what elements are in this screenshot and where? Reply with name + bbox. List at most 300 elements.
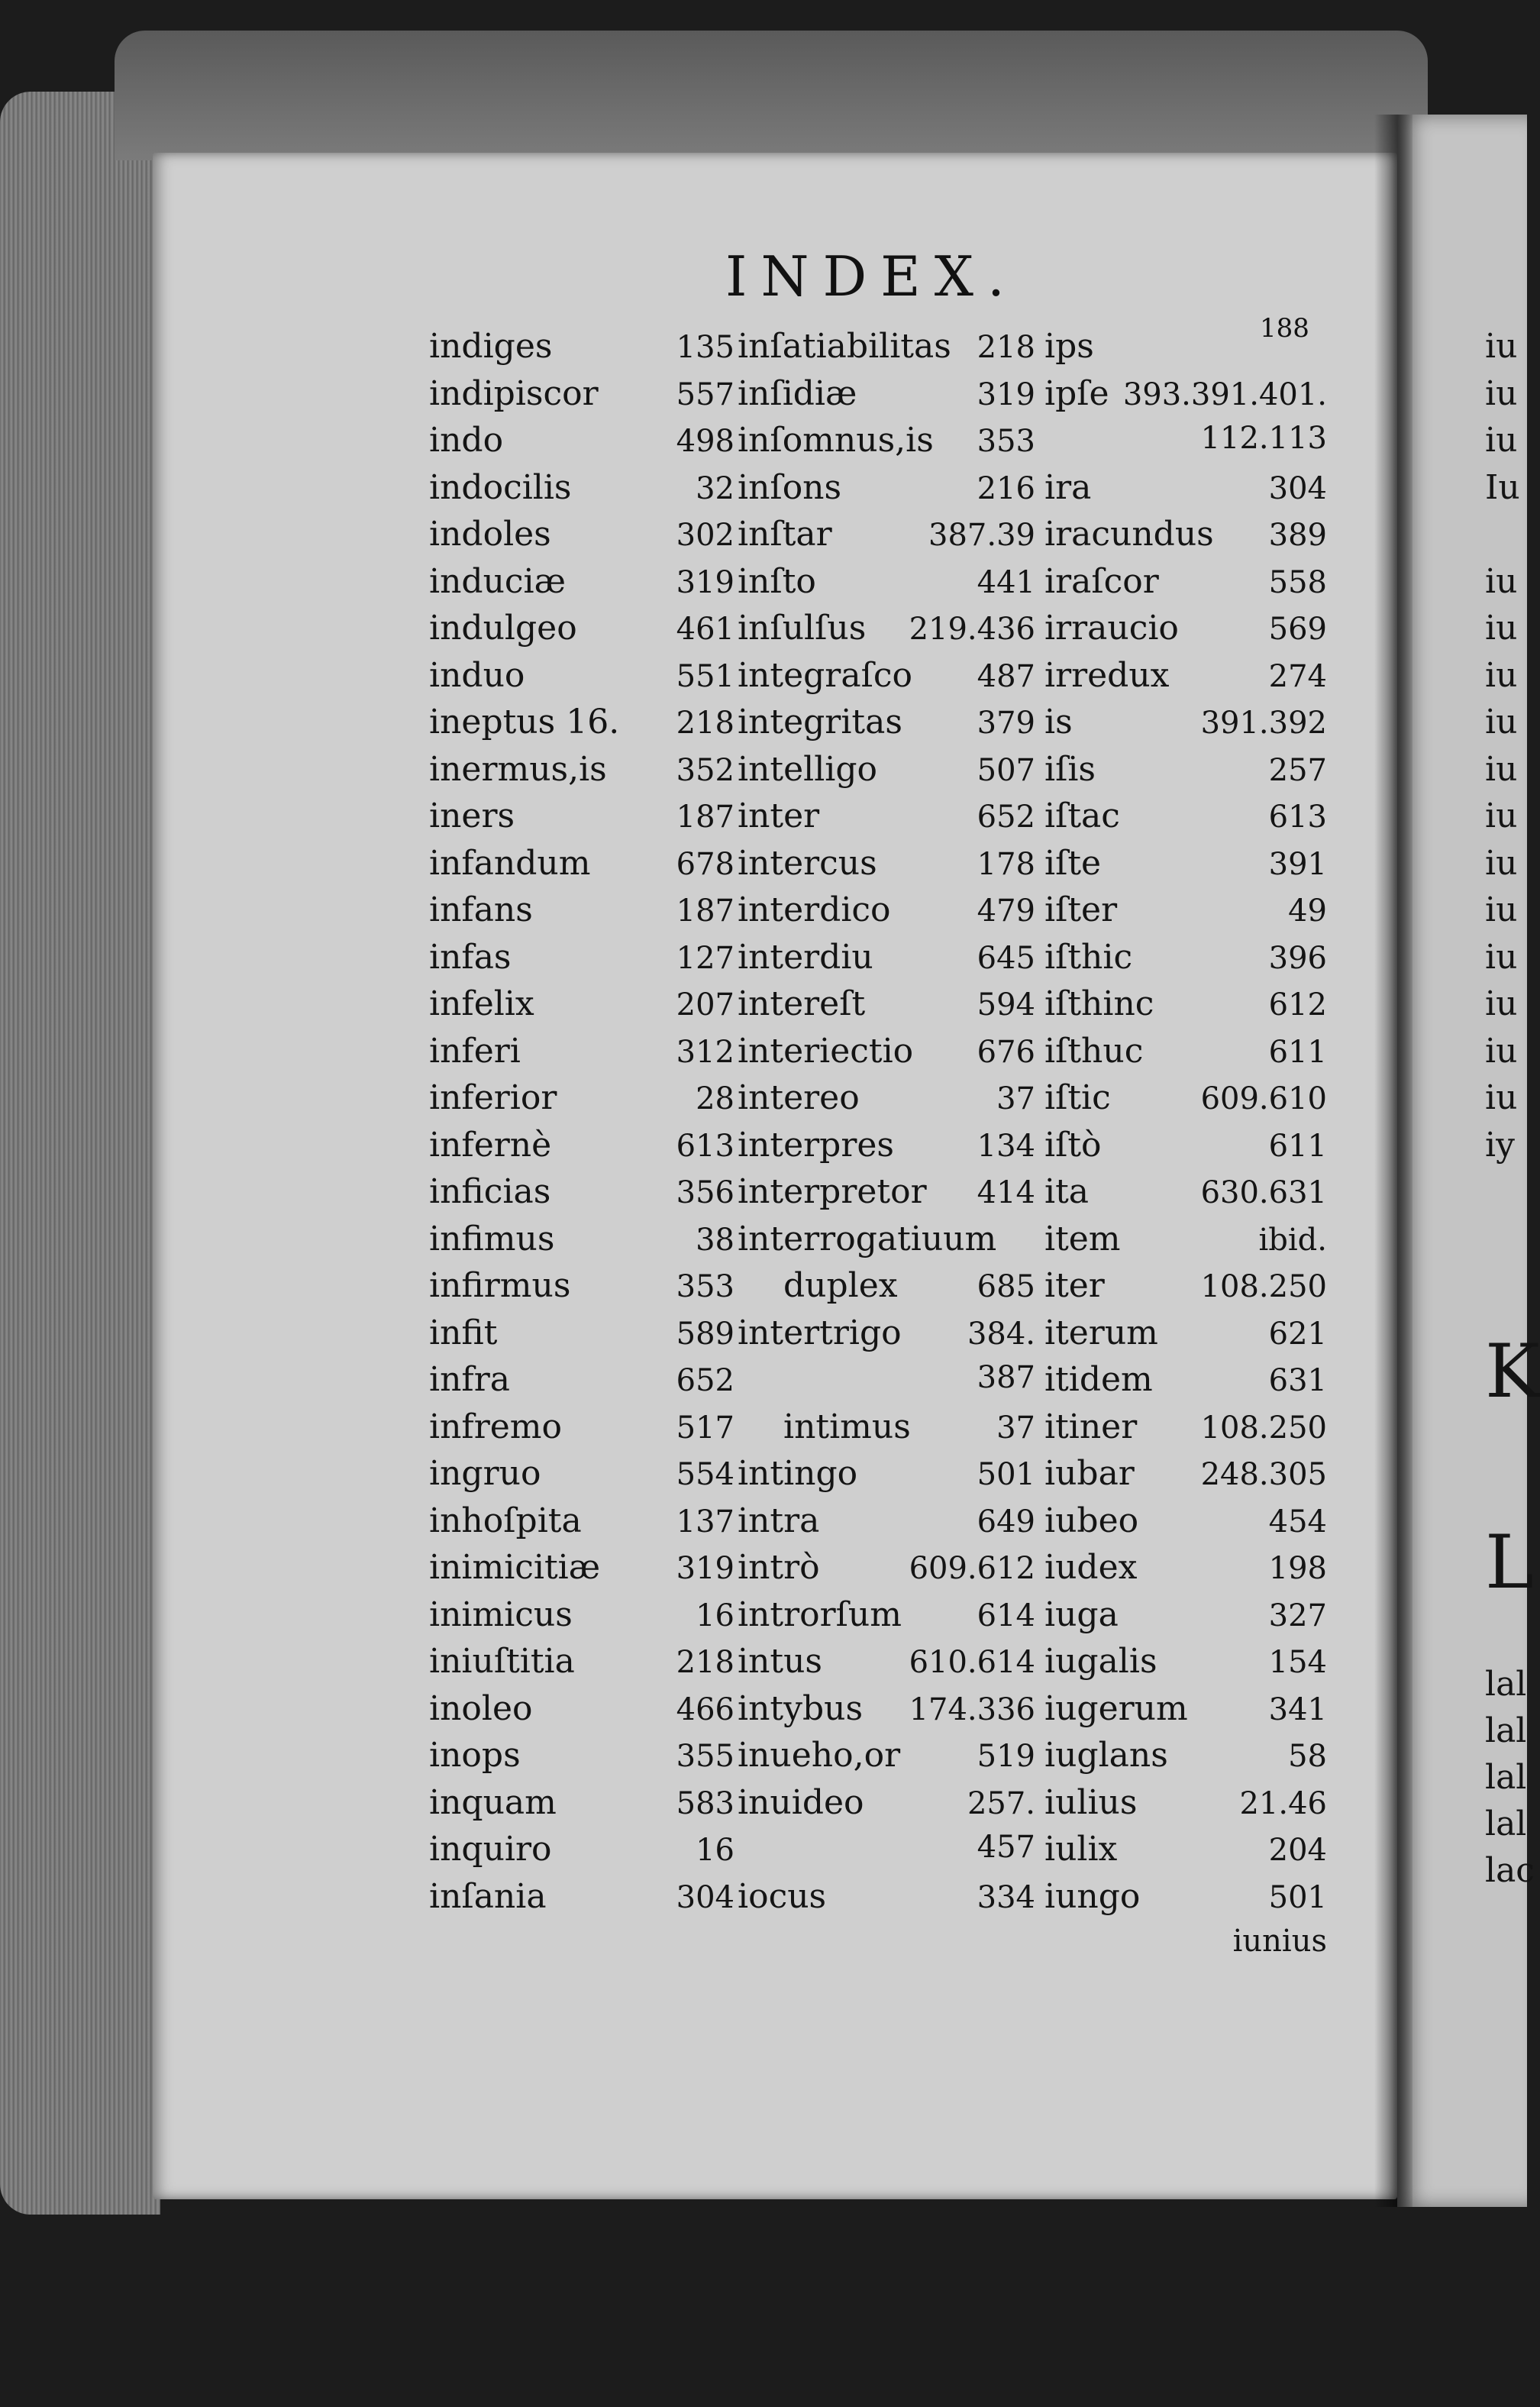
index-entry <box>738 984 1035 1032</box>
index-term: iners <box>429 796 515 835</box>
index-page-ref: 583 <box>676 1785 734 1821</box>
index-entry <box>738 703 1035 750</box>
index-page-ref: 204 <box>1268 1833 1327 1868</box>
index-term: iulix <box>1044 1830 1118 1869</box>
index-entry <box>429 1454 734 1501</box>
index-term: intercus <box>738 843 877 883</box>
index-entry <box>429 1642 734 1689</box>
index-entry <box>1044 515 1327 562</box>
index-term: irraucio <box>1044 609 1179 648</box>
book-page-edges <box>0 92 160 2215</box>
index-entry <box>738 1454 1035 1501</box>
index-page-ref: 613 <box>676 1128 734 1164</box>
index-term: iſis <box>1044 749 1096 789</box>
index-term: intrò <box>738 1548 820 1587</box>
index-entry <box>429 1172 734 1220</box>
index-entry <box>1044 421 1327 468</box>
index-term: ita <box>1044 1172 1089 1211</box>
index-term: inops <box>429 1736 521 1775</box>
index-entry <box>1044 984 1327 1032</box>
index-page-ref: 487 <box>977 658 1035 694</box>
index-term: indo <box>429 421 504 460</box>
index-entry <box>738 562 1035 609</box>
index-page-ref: 610.614 <box>909 1645 1035 1680</box>
index-page-ref: 685 <box>977 1269 1035 1304</box>
index-page-ref: 37 <box>996 1410 1035 1446</box>
index-page-ref: 312 <box>676 1034 734 1070</box>
index-term: iuga <box>1044 1594 1119 1634</box>
index-page-ref: 274 <box>1268 658 1327 694</box>
index-page-ref: 257. <box>967 1785 1035 1821</box>
facing-page-fragment: iu <box>1485 890 1518 929</box>
index-entry <box>738 890 1035 938</box>
index-entry <box>1044 1172 1327 1220</box>
index-entry <box>429 984 734 1032</box>
index-entry <box>738 1313 1035 1361</box>
index-entry <box>738 327 1035 374</box>
index-page-ref: 37 <box>996 1081 1035 1116</box>
index-term: infas <box>429 937 512 977</box>
index-term: iter <box>1044 1266 1105 1305</box>
index-term: intingo <box>738 1454 858 1493</box>
index-term: iracundus <box>1044 515 1214 554</box>
index-entry <box>738 609 1035 656</box>
index-page-ref: iunius <box>1232 1924 1327 1959</box>
index-entry <box>738 1830 1035 1877</box>
index-entry <box>429 1078 734 1126</box>
index-page-ref: 38 <box>696 1222 734 1258</box>
index-page-ref: 379 <box>977 706 1035 741</box>
index-page-ref: 187 <box>676 800 734 835</box>
index-term: indiges <box>429 327 553 366</box>
index-term: interdico <box>738 890 891 929</box>
facing-page-fragment: lac <box>1485 1851 1535 1890</box>
index-page-ref: 178 <box>977 846 1035 882</box>
index-page-ref: 137 <box>676 1504 734 1540</box>
index-term: integraſco <box>738 655 912 695</box>
index-entry <box>1044 374 1327 422</box>
index-page-ref: 187 <box>676 893 734 929</box>
index-entry <box>738 1642 1035 1689</box>
facing-page-fragment: iu <box>1485 373 1518 413</box>
index-entry <box>738 1078 1035 1126</box>
index-page-ref: 498 <box>676 424 734 459</box>
index-term: interiectio <box>738 1031 914 1071</box>
index-term: inermus,is <box>429 749 607 789</box>
index-entry <box>1044 1642 1327 1689</box>
index-term: iſthinc <box>1044 984 1154 1023</box>
index-term: indipiscor <box>429 373 599 413</box>
index-entry <box>738 796 1035 844</box>
index-term: iniuſtitia <box>429 1642 575 1681</box>
index-entry <box>429 1032 734 1079</box>
index-page-ref: 554 <box>676 1457 734 1492</box>
index-page-ref: 569 <box>1268 612 1327 647</box>
index-page-ref: 218 <box>676 1645 734 1680</box>
index-page-ref: 387.39 <box>928 518 1035 553</box>
index-entry <box>1044 890 1327 938</box>
index-page-ref: 391 <box>1268 846 1327 882</box>
index-term: intybus <box>738 1688 864 1728</box>
index-entry <box>738 1172 1035 1220</box>
index-entry <box>1044 1266 1327 1313</box>
index-page-ref: 334 <box>977 1879 1035 1915</box>
index-page-ref: 218 <box>676 706 734 741</box>
facing-page-fragment: lal <box>1485 1711 1527 1750</box>
index-page-ref: 355 <box>676 1739 734 1774</box>
index-page-ref: 676 <box>977 1034 1035 1070</box>
index-term: infelix <box>429 984 534 1023</box>
index-term: iungo <box>1044 1876 1141 1916</box>
index-entry <box>738 1736 1035 1783</box>
index-term: inquiro <box>429 1830 552 1869</box>
index-term: inueho,or <box>738 1736 901 1775</box>
index-entry <box>1044 1595 1327 1643</box>
index-page-ref: 652 <box>977 800 1035 835</box>
index-term: inſomnus,is <box>738 421 934 460</box>
index-page-ref: 678 <box>676 846 734 882</box>
index-page-ref: 645 <box>977 940 1035 976</box>
index-entry <box>429 1877 734 1924</box>
index-term: iſthuc <box>1044 1031 1144 1071</box>
index-entry <box>738 938 1035 985</box>
index-page-ref: 389 <box>1268 518 1327 553</box>
index-term: inferi <box>429 1031 521 1071</box>
index-entry <box>738 1689 1035 1737</box>
index-entry <box>1044 844 1327 891</box>
index-entry <box>738 1407 1035 1455</box>
index-page-ref: 21.46 <box>1239 1785 1327 1821</box>
book-cover-top <box>115 31 1428 160</box>
index-page-ref: 621 <box>1268 1316 1327 1352</box>
index-term: duplex <box>783 1266 898 1305</box>
index-term: inhoſpita <box>429 1501 582 1540</box>
facing-page-fragment: iu <box>1485 1031 1518 1071</box>
index-term: inoleo <box>429 1688 533 1728</box>
index-term: inſidiæ <box>738 373 857 413</box>
index-page-ref: 174.336 <box>909 1691 1035 1727</box>
index-term: inimicitiæ <box>429 1548 601 1587</box>
index-term: iuglans <box>1044 1736 1168 1775</box>
index-entry <box>429 515 734 562</box>
index-page-ref: 461 <box>676 612 734 647</box>
index-page-ref: 609.610 <box>1200 1081 1327 1116</box>
index-page-ref: 393.391.401. <box>1122 376 1327 412</box>
index-page-ref: 319 <box>676 564 734 600</box>
index-entry <box>1044 1877 1327 1924</box>
index-entry <box>738 515 1035 562</box>
index-entry <box>738 1266 1035 1313</box>
index-term: interdiu <box>738 937 873 977</box>
index-entry <box>738 374 1035 422</box>
index-page-ref: 441 <box>977 564 1035 600</box>
index-page-ref: 108.250 <box>1200 1410 1327 1446</box>
index-term: integritas <box>738 703 902 741</box>
index-entry <box>429 890 734 938</box>
index-term: iſtò <box>1044 1125 1102 1165</box>
spine-shadow <box>1374 115 1412 2207</box>
facing-page-fragment: iu <box>1485 937 1518 977</box>
index-entry <box>429 938 734 985</box>
index-page-ref: 507 <box>977 752 1035 788</box>
index-entry <box>1044 1548 1327 1595</box>
index-entry <box>429 327 734 374</box>
index-term: introrſum <box>738 1594 902 1634</box>
facing-page-fragment: iu <box>1485 984 1518 1023</box>
facing-page-fragment: iu <box>1485 843 1518 883</box>
index-entry <box>429 421 734 468</box>
index-entry <box>1044 1220 1327 1267</box>
index-term: inimicus <box>429 1594 573 1634</box>
index-page-ref: 198 <box>1268 1551 1327 1586</box>
index-entry <box>1044 703 1327 750</box>
index-term: interpres <box>738 1125 894 1165</box>
index-entry <box>738 1220 1035 1267</box>
index-page-ref: 112.113 <box>1200 421 1327 456</box>
index-entry <box>1044 1360 1327 1407</box>
index-entry <box>1044 327 1327 374</box>
index-entry <box>1044 1830 1327 1877</box>
index-page-ref: 614 <box>977 1598 1035 1633</box>
facing-page-fragment: iu <box>1485 749 1518 789</box>
index-page-ref: 612 <box>1268 987 1327 1023</box>
index-entry <box>429 468 734 515</box>
index-page-ref: 557 <box>676 376 734 412</box>
index-entry <box>429 609 734 656</box>
index-page-ref: 387 <box>977 1360 1035 1395</box>
index-term: itiner <box>1044 1407 1138 1446</box>
index-page-ref: 108.250 <box>1200 1269 1327 1304</box>
index-entry <box>1044 1407 1327 1455</box>
index-term: infremo <box>429 1407 562 1446</box>
index-term: infandum <box>429 843 591 883</box>
facing-page-fragment: Iu <box>1485 467 1520 507</box>
index-term: iſtac <box>1044 796 1120 835</box>
index-entry <box>1044 1126 1327 1173</box>
index-entry <box>1044 1736 1327 1783</box>
index-page-ref: 319 <box>977 376 1035 412</box>
index-page-ref: 49 <box>1288 893 1327 929</box>
index-term: item <box>1044 1219 1121 1258</box>
index-entry <box>738 1783 1035 1830</box>
page-header: INDEX. <box>725 244 1019 309</box>
index-entry <box>429 1313 734 1361</box>
index-term: inficias <box>429 1172 551 1211</box>
index-term: intus <box>738 1642 823 1681</box>
index-entry <box>429 656 734 703</box>
index-page-ref: 391.392 <box>1200 706 1327 741</box>
index-term: iugalis <box>1044 1642 1157 1681</box>
index-entry <box>738 468 1035 515</box>
index-page-ref: 154 <box>1268 1645 1327 1680</box>
index-page-ref: 134 <box>977 1128 1035 1164</box>
index-entry <box>429 374 734 422</box>
index-term: intra <box>738 1501 820 1540</box>
index-term: intereo <box>738 1078 860 1117</box>
index-entry <box>1044 1689 1327 1737</box>
facing-page-fragment: iu <box>1485 796 1518 835</box>
index-entry <box>429 1126 734 1173</box>
index-term: intereſt <box>738 984 866 1023</box>
index-term: indocilis <box>429 467 572 507</box>
index-term: induciæ <box>429 561 566 601</box>
index-entry <box>738 656 1035 703</box>
index-term: is <box>1044 703 1073 741</box>
index-page-ref: 454 <box>1268 1504 1327 1540</box>
index-entry <box>429 1501 734 1549</box>
index-entry <box>1044 609 1327 656</box>
index-page-ref: 58 <box>1288 1739 1327 1774</box>
index-term: inter <box>738 796 820 835</box>
index-term: infans <box>429 890 533 929</box>
index-entry <box>429 1407 734 1455</box>
index-term: iraſcor <box>1044 561 1159 601</box>
facing-page-fragment: lal <box>1485 1665 1527 1704</box>
index-page-ref: 630.631 <box>1200 1175 1327 1210</box>
index-page-ref: 501 <box>977 1457 1035 1492</box>
index-entry <box>1044 750 1327 797</box>
index-page-ref: 611 <box>1268 1034 1327 1070</box>
index-term: indulgeo <box>429 609 577 648</box>
index-term: ingruo <box>429 1454 541 1493</box>
index-page-ref: 304 <box>676 1879 734 1915</box>
index-page-ref: 16 <box>696 1833 734 1868</box>
index-term: iulius <box>1044 1782 1138 1822</box>
index-page-ref: 501 <box>1268 1879 1327 1915</box>
index-entry <box>429 1360 734 1407</box>
index-entry <box>1044 1924 1327 1971</box>
index-entry <box>1044 938 1327 985</box>
index-entry <box>429 1783 734 1830</box>
index-page-ref: 207 <box>676 987 734 1023</box>
index-entry <box>738 421 1035 468</box>
index-page-ref: 558 <box>1268 564 1327 600</box>
page-number: 188 <box>1260 313 1309 344</box>
index-entry <box>1044 1313 1327 1361</box>
index-term: induo <box>429 655 525 695</box>
index-page-ref: 218 <box>977 330 1035 365</box>
index-entry <box>1044 796 1327 844</box>
index-term: ipſe <box>1044 373 1109 413</box>
index-term: infirmus <box>429 1266 571 1305</box>
index-entry <box>738 1360 1035 1407</box>
index-term: ira <box>1044 467 1092 507</box>
index-page-ref: 466 <box>676 1691 734 1727</box>
index-page-ref: 589 <box>676 1316 734 1352</box>
index-entry <box>429 1548 734 1595</box>
index-page-ref: 341 <box>1268 1691 1327 1727</box>
facing-page-fragment: lal <box>1485 1758 1527 1797</box>
index-page-ref: 609.612 <box>909 1551 1035 1586</box>
index-term: intimus <box>783 1407 911 1446</box>
index-column-2 <box>738 327 1035 1924</box>
facing-page-section-letter: K <box>1485 1329 1540 1414</box>
index-column-3 <box>1044 327 1327 1971</box>
index-term: ineptus 16. <box>429 703 620 741</box>
index-page-ref: 396 <box>1268 940 1327 976</box>
index-term: iocus <box>738 1876 827 1916</box>
index-page-ref: 356 <box>676 1175 734 1210</box>
index-term: iſter <box>1044 890 1118 929</box>
index-term: irredux <box>1044 655 1170 695</box>
index-entry <box>738 1548 1035 1595</box>
index-entry <box>429 844 734 891</box>
index-term: indoles <box>429 515 551 554</box>
index-page-ref: 127 <box>676 940 734 976</box>
index-term: inſania <box>429 1876 547 1916</box>
index-term: interrogatiuum <box>738 1219 997 1258</box>
index-term: infimus <box>429 1219 555 1258</box>
index-entry <box>429 1220 734 1267</box>
index-page-ref: 384. <box>967 1316 1035 1352</box>
index-entry <box>1044 1032 1327 1079</box>
facing-page-fragment: iu <box>1485 703 1518 741</box>
index-entry <box>1044 1078 1327 1126</box>
index-term: iſte <box>1044 843 1102 883</box>
index-term: inſulſus <box>738 609 867 648</box>
index-entry <box>738 1501 1035 1549</box>
index-page-ref: 353 <box>676 1269 734 1304</box>
index-entry <box>429 1689 734 1737</box>
index-entry <box>429 750 734 797</box>
index-page-ref: 327 <box>1268 1598 1327 1633</box>
index-page-ref: 248.305 <box>1200 1457 1327 1492</box>
index-term: inſatiabilitas <box>738 327 951 366</box>
index-entry <box>1044 468 1327 515</box>
index-term: interpretor <box>738 1172 927 1211</box>
index-entry <box>429 1595 734 1643</box>
index-page-ref: 631 <box>1268 1363 1327 1398</box>
index-entry <box>1044 1454 1327 1501</box>
index-term: iudex <box>1044 1548 1138 1587</box>
index-page-ref: 319 <box>676 1551 734 1586</box>
index-page-ref: 302 <box>676 518 734 553</box>
index-page-ref: 352 <box>676 752 734 788</box>
index-entry <box>1044 1783 1327 1830</box>
index-term: iſthic <box>1044 937 1133 977</box>
index-term: infra <box>429 1360 510 1399</box>
index-entry <box>429 796 734 844</box>
index-page-ref: 457 <box>977 1830 1035 1865</box>
index-entry <box>1044 1501 1327 1549</box>
index-page-ref: 652 <box>676 1363 734 1398</box>
index-entry <box>738 844 1035 891</box>
facing-page-fragment: iu <box>1485 421 1518 460</box>
index-entry <box>429 703 734 750</box>
index-page-ref: 135 <box>676 330 734 365</box>
index-term: infit <box>429 1313 498 1352</box>
index-page-ref: 519 <box>977 1739 1035 1774</box>
facing-page-fragment: iu <box>1485 609 1518 648</box>
index-entry <box>738 1032 1035 1079</box>
index-term: ips <box>1044 327 1094 366</box>
index-term: inſons <box>738 467 842 507</box>
index-page-ref: ibid. <box>1258 1222 1327 1258</box>
index-term: intelligo <box>738 749 878 789</box>
index-page-ref: 414 <box>977 1175 1035 1210</box>
index-term: itidem <box>1044 1360 1153 1399</box>
index-entry <box>1044 562 1327 609</box>
index-entry <box>429 1736 734 1783</box>
index-term: inuideo <box>738 1782 864 1822</box>
index-page-ref: 594 <box>977 987 1035 1023</box>
index-term: iſtic <box>1044 1078 1111 1117</box>
index-column-1 <box>429 327 734 1924</box>
facing-page-fragment: lal <box>1485 1804 1527 1843</box>
facing-page-fragment: iu <box>1485 1078 1518 1117</box>
index-page-ref: 353 <box>977 424 1035 459</box>
index-term: iugerum <box>1044 1688 1188 1728</box>
